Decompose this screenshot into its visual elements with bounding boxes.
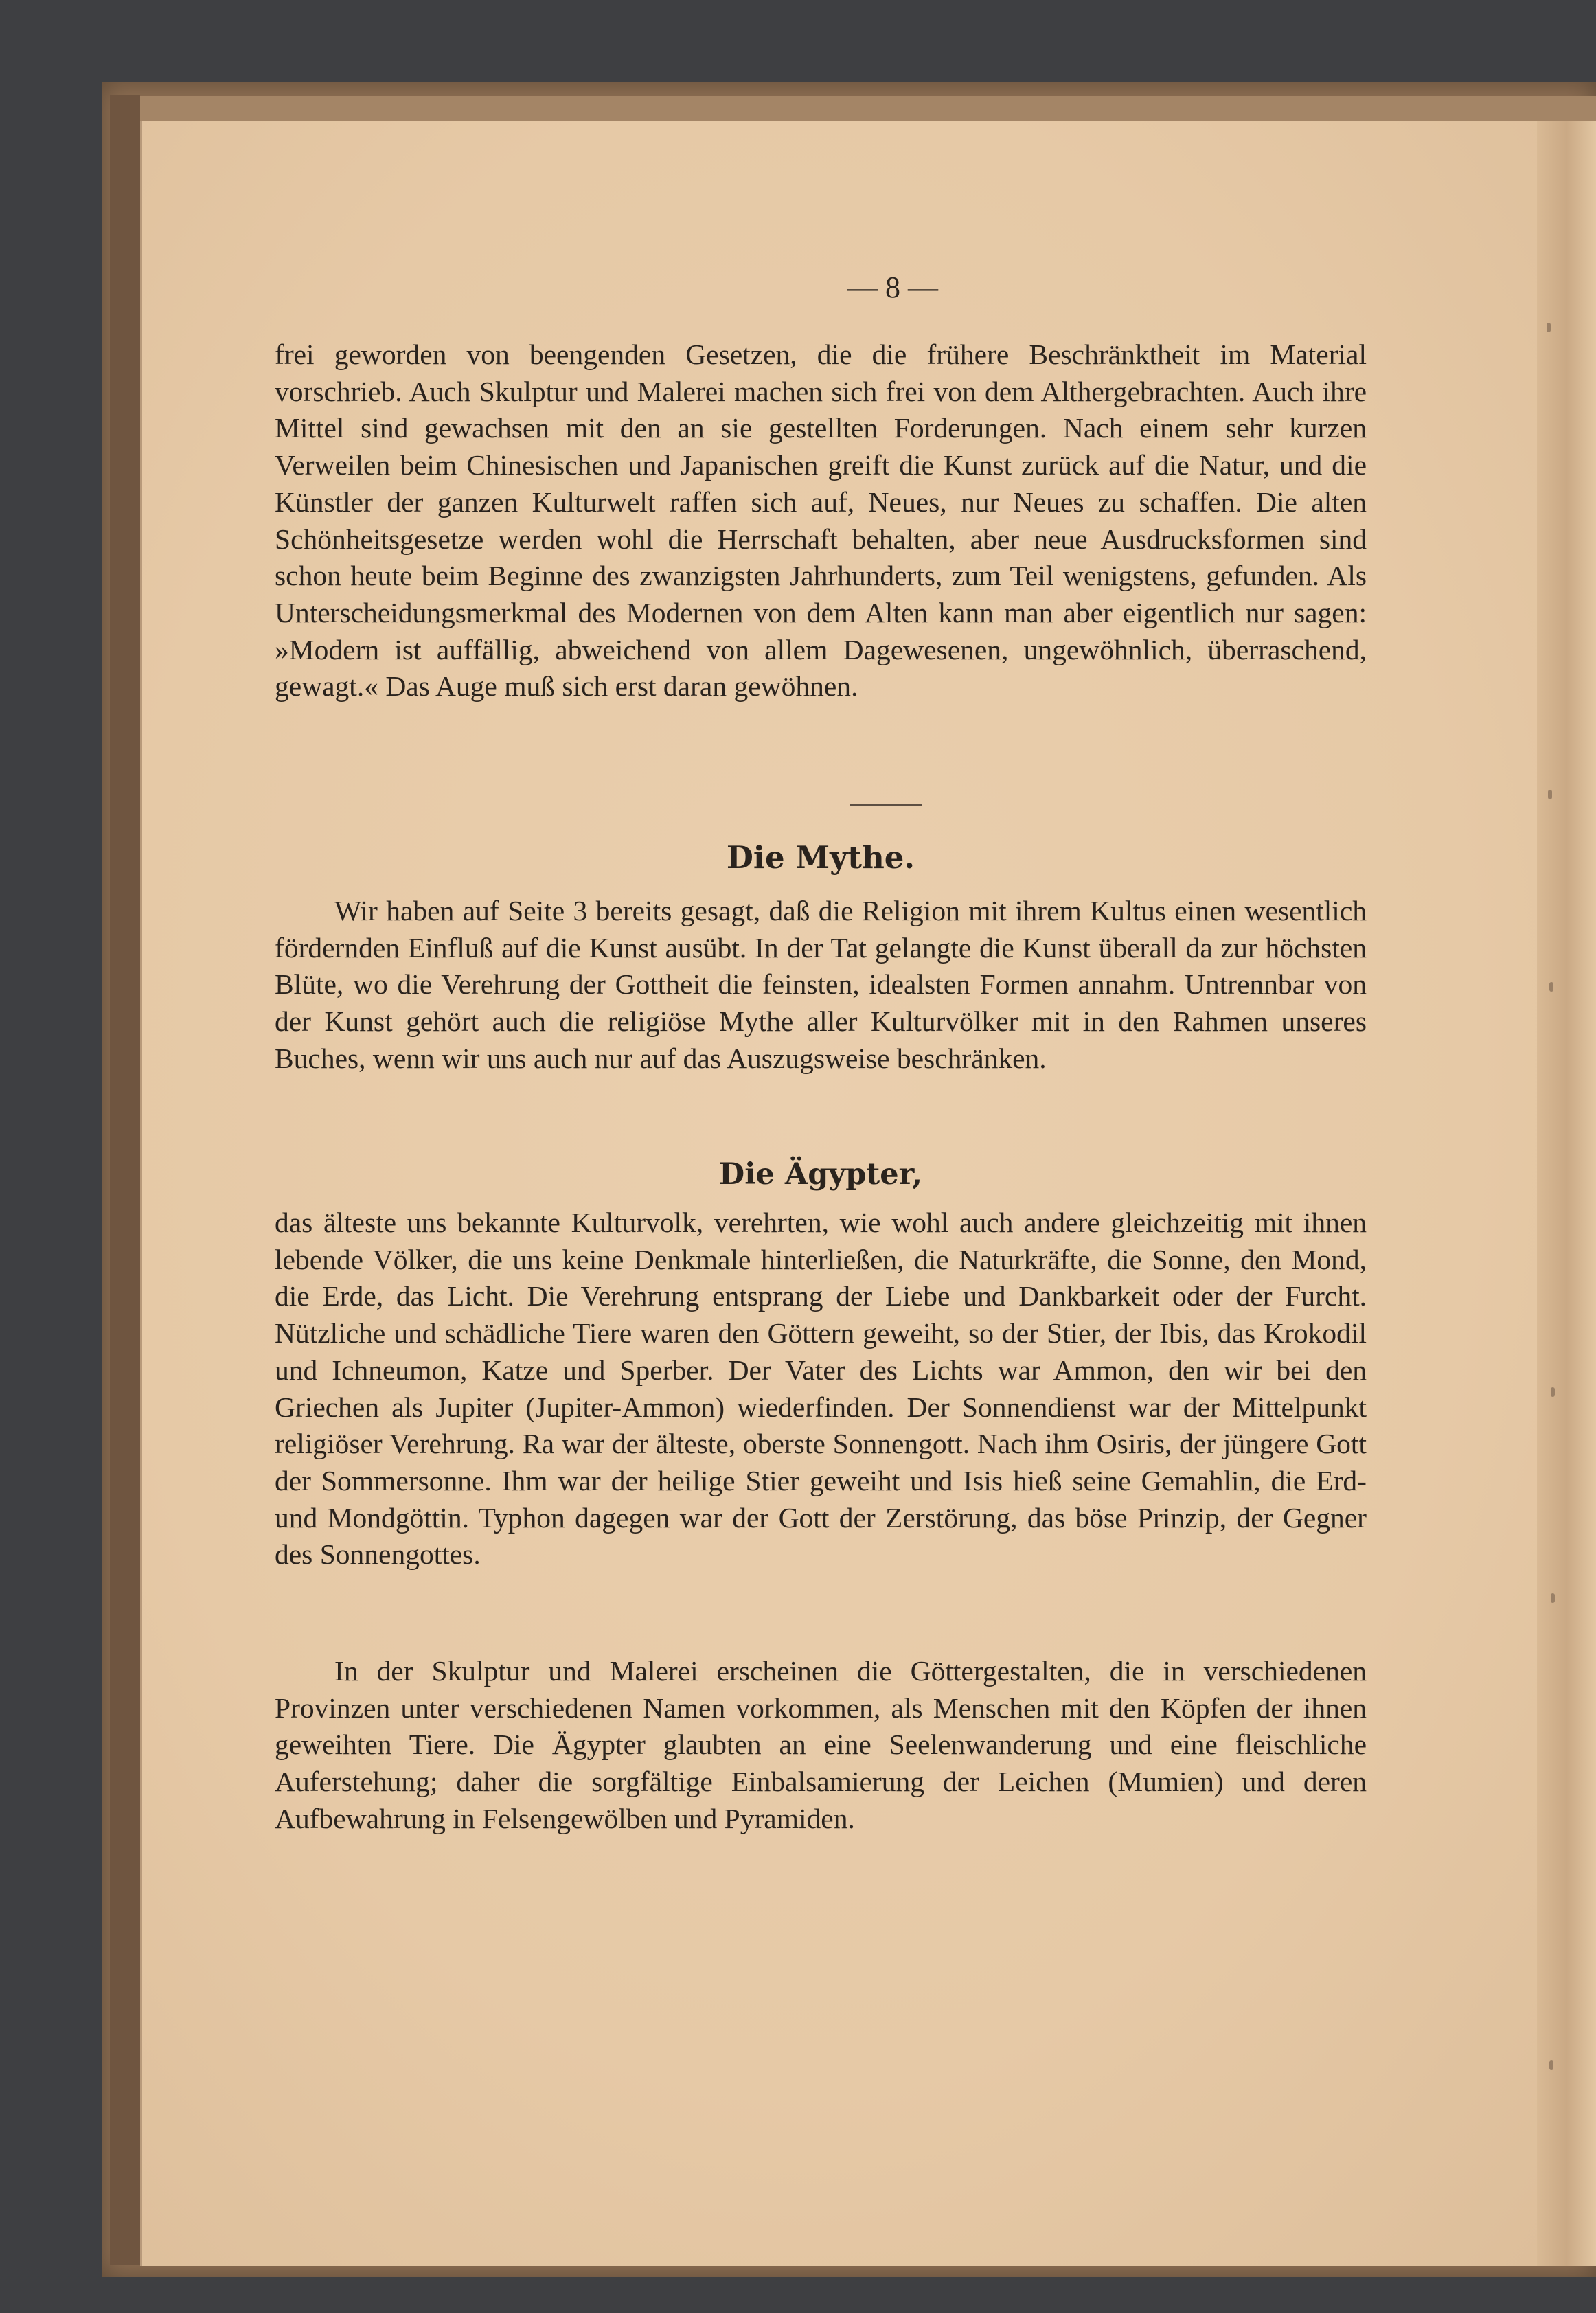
binding-stitch [1547, 323, 1551, 332]
mythe-paragraph-block [275, 893, 1367, 1078]
heading-die-aegypter: Die Ägypter, [718, 1157, 923, 1192]
binding-stitch [1551, 1593, 1555, 1603]
aegypter-paragraph-1: das älteste uns bekannte Kulturvolk, verehrten, wie wohl auch andere gleichzeitig mit ihnen lebende Völker, die uns keine Denkmale hinterließen, die Naturkräfte, die Sonne, den Mond, die Erde, das Licht. Die Verehrung entsprang der Liebe und Dankbarkeit oder der Furcht. Nützliche und schädliche Tiere waren den Göttern geweiht, so der Stier, der Ibis, das Krokodil und Ichneumon, Katze und Sperber. Der Vater des Lichts war Ammon, den wir bei den Griechen als Jupiter (Jupiter-Ammon) wiederfinden. Der Sonnendienst war der Mittelpunkt religiöser Verehrung. Ra war der älteste, oberste Sonnengott. Nach ihm Osiris, der jüngere Gott der Sommersonne. Ihm war der heilige Stier geweiht und Isis hieß seine Gemahlin, die Erd- und Mondgöttin. Typhon dagegen war der Gott der Zerstörung, das böse Prinzip, der Gegner des Sonnengottes. [275, 1207, 1367, 1571]
section-divider [850, 804, 922, 806]
binding-stitch [1549, 2060, 1553, 2070]
aegypter-paragraph-2: In der Skulptur und Malerei erscheinen die Göttergestalten, die in verschiedenen Provinzen unter verschiedenen Namen vorkommen, als Menschen mit den Köpfen der ihnen geweihten Tiere. Die Ägypter glaubten an eine Seelenwanderung und eine fleischliche Auferstehung; daher die sorgfältige Einbalsamierung der Leichen (Mumien) und deren Aufbewahrung in Felsengewölben und Pyramiden. [275, 1655, 1367, 1834]
book-spine [110, 95, 140, 2265]
book-cover-top-edge [140, 96, 1596, 122]
page-number: — 8 — [847, 271, 938, 304]
mythe-paragraph: Wir haben auf Seite 3 bereits gesagt, daß die Religion mit ihrem Kultus einen wesentlich fördernden Einfluß auf die Kunst ausübt. In der Tat gelangte die Kunst überall da zur höchsten Blüte, wo die Verehrung der Gottheit die feinsten, idealsten Formen annahm. Untrennbar von der Kunst gehört auch die religiöse Mythe aller Kulturvölker mit in den Rahmen unseres Buches, wenn wir uns auch nur auf das Auszugsweise beschränken. [275, 895, 1367, 1074]
aegypter-paragraph-block [275, 1205, 1367, 1573]
binding-stitch [1549, 982, 1553, 992]
intro-paragraph-block [275, 337, 1367, 705]
page-gutter [1537, 121, 1596, 2266]
binding-stitch [1551, 1387, 1555, 1397]
aegypter-paragraph-block-2 [275, 1653, 1367, 1838]
heading-die-mythe: Die Mythe. [726, 839, 915, 876]
binding-stitch [1548, 790, 1552, 799]
intro-paragraph: frei geworden von beengenden Gesetzen, die die frühere Beschränktheit im Material vorschrieb. Auch Skulptur und Malerei machen sich frei von dem Althergebrachten. Auch ihre Mittel sind gewachsen mit den an sie gestellten Forderungen. Nach einem sehr kurzen Verweilen beim Chinesischen und Japanischen greift die Kunst zurück auf die Natur, und die Künstler der ganzen Kulturwelt raffen sich auf, Neues, nur Neues zu schaffen. Die alten Schönheitsgesetze werden wohl die Herrschaft behalten, aber neue Ausdrucksformen sind schon heute beim Beginne des zwanzigsten Jahrhunderts, zum Teil wenigstens, gefunden. Als Unterscheidungsmerkmal des Modernen von dem Alten kann man aber eigentlich nur sagen: »Modern ist auffällig, abweichend von allem Dagewesenen, ungewöhnlich, überraschend, gewagt.« Das Auge muß sich erst daran gewöhnen. [275, 339, 1367, 703]
